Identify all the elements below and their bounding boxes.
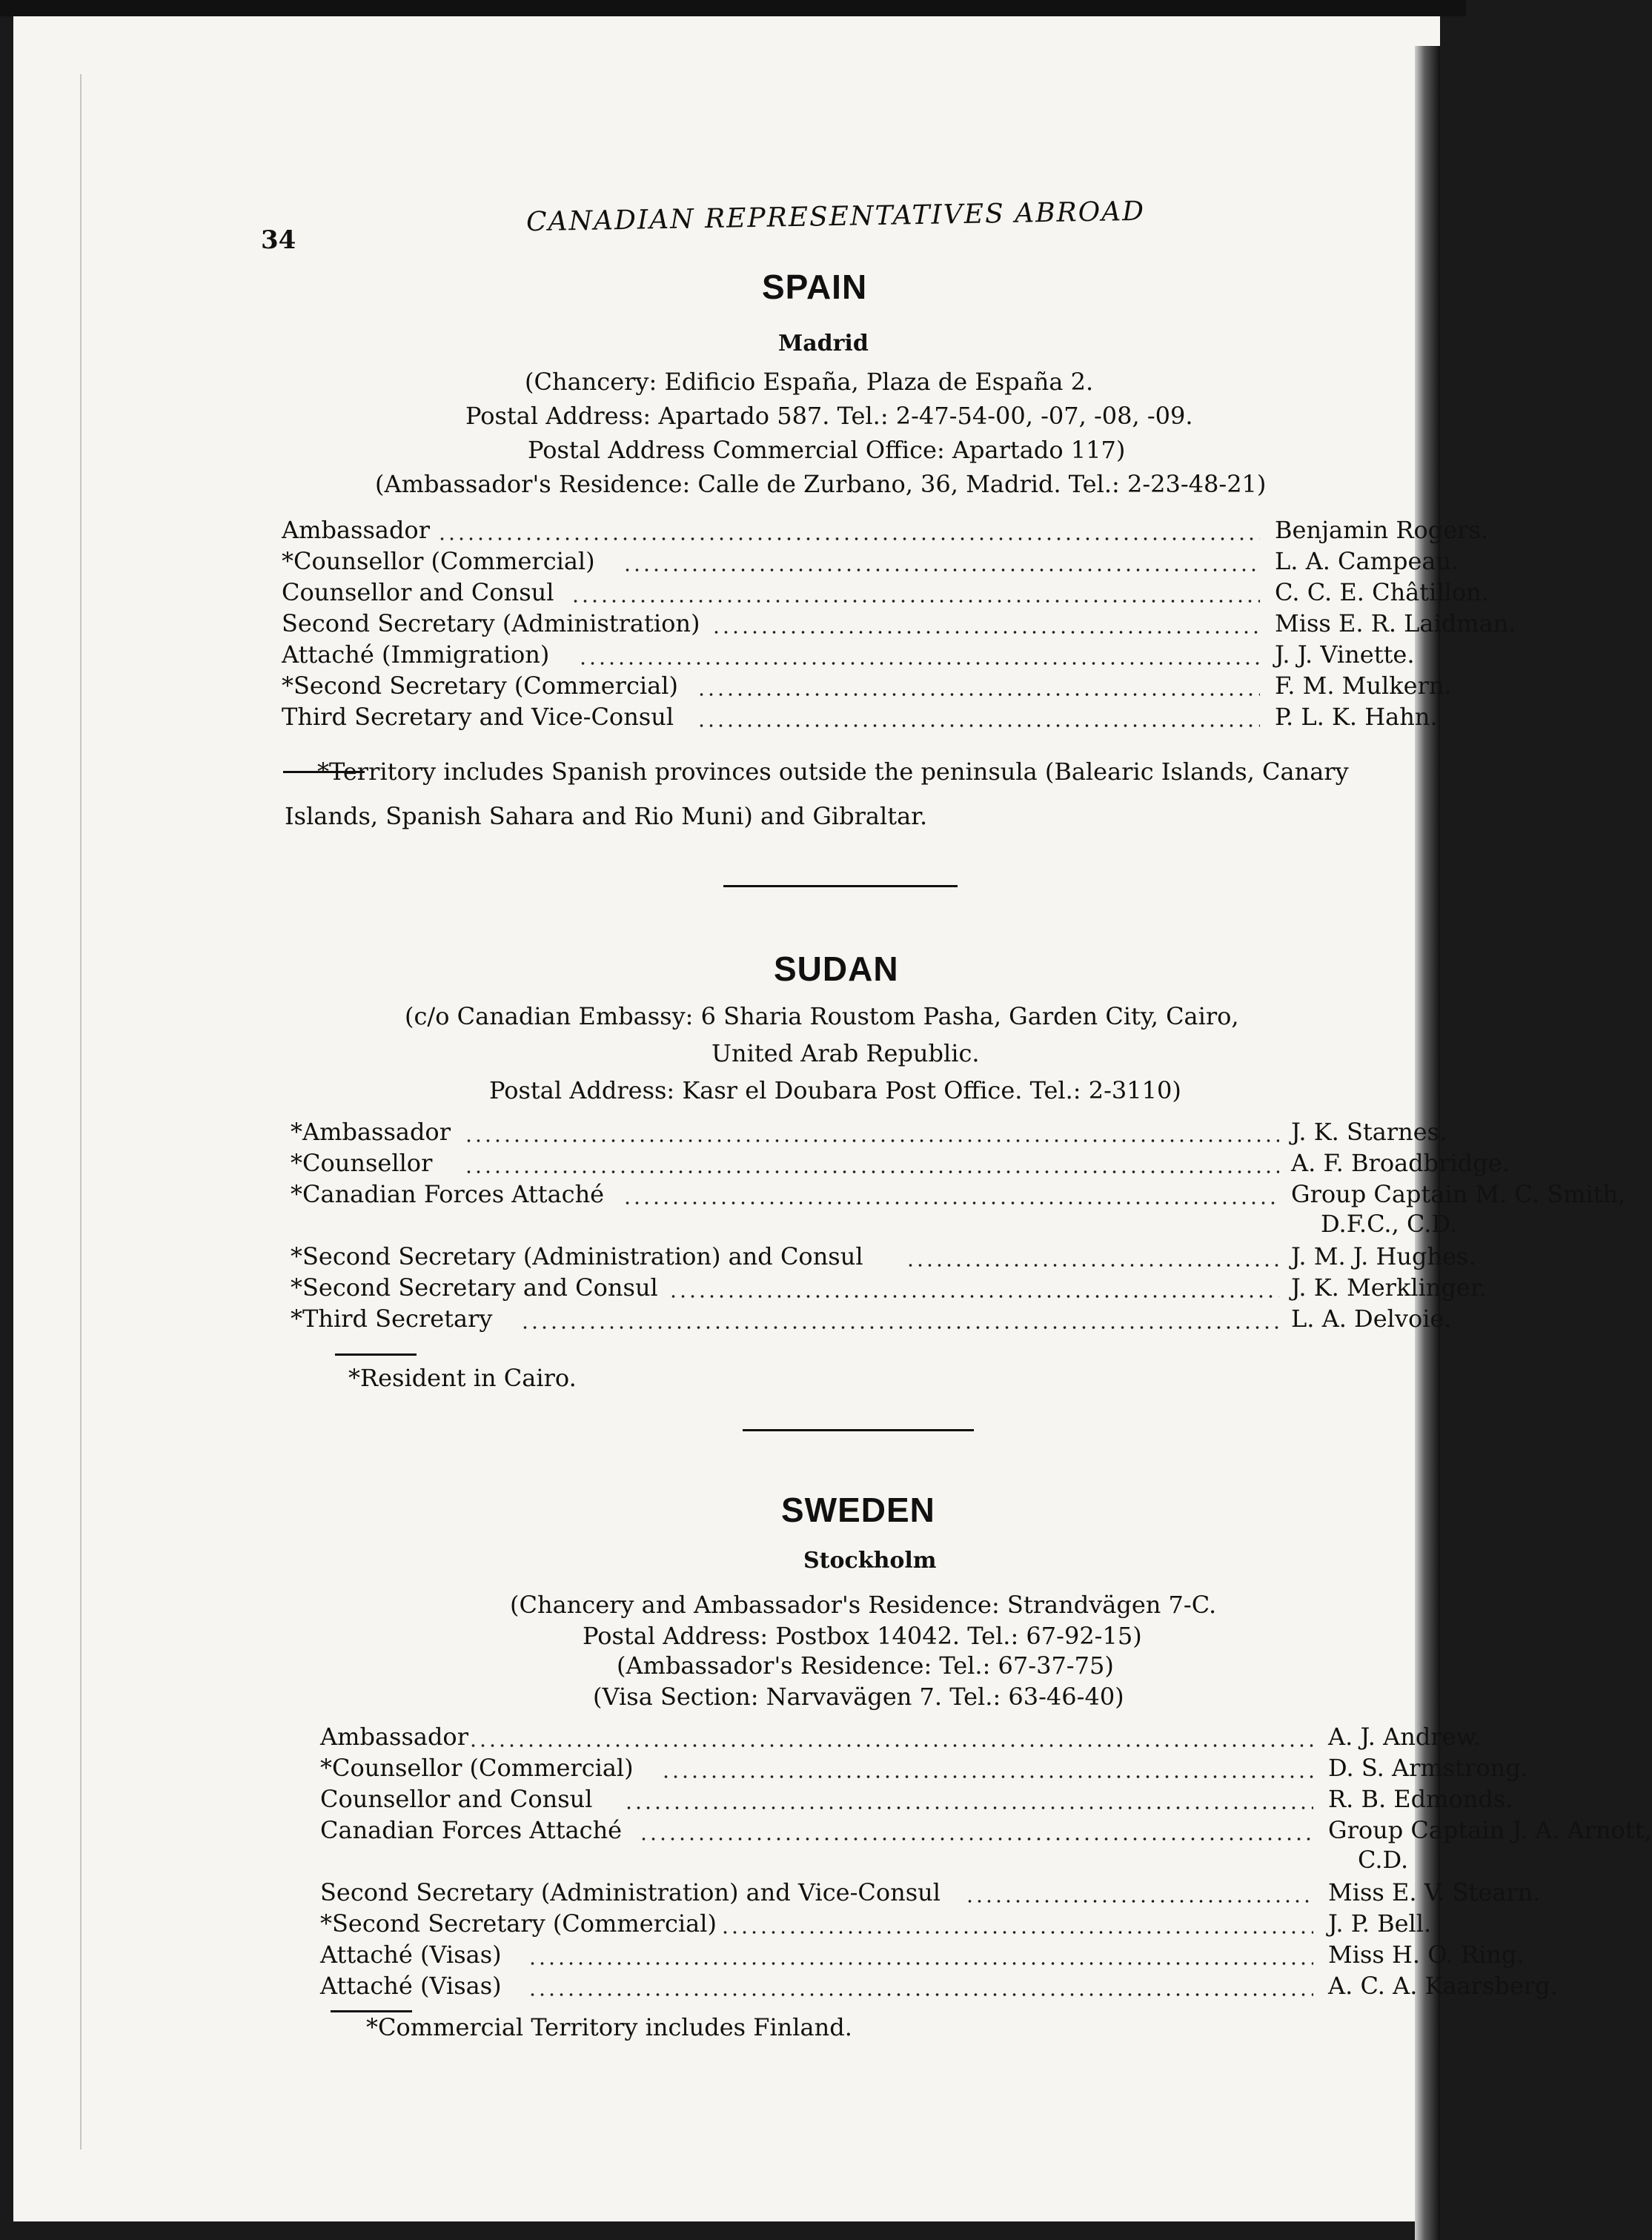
staff-row	[320, 1754, 1528, 1785]
section-divider	[723, 885, 958, 887]
staff-row	[320, 1972, 1558, 2003]
staff-name: Benjamin Rogers.	[1275, 516, 1489, 544]
staff-row	[291, 1180, 1626, 1242]
scan-top-edge	[0, 0, 1466, 16]
staff-row	[291, 1149, 1510, 1180]
staff-name: C. C. E. Châtillon.	[1275, 578, 1489, 606]
margin-artifact-line	[80, 74, 82, 2150]
staff-post: Counsellor and Consul	[320, 1785, 593, 1813]
staff-row	[320, 1941, 1525, 1972]
spain-footnote: *Territory includes Spanish provinces outside the peninsula (Balearic Islands, Canary	[317, 758, 1349, 786]
staff-name: L. A. Campeau.	[1275, 547, 1459, 575]
staff-post: Ambassador	[320, 1723, 468, 1751]
dot-leader	[639, 1816, 1313, 1846]
sweden-address-line: (Visa Section: Narvavägen 7. Tel.: 63-46-40)	[593, 1683, 1124, 1711]
dot-leader	[520, 1305, 1279, 1334]
spain-address-line: (Chancery: Edificio España, Plaza de España 2.	[525, 368, 1094, 396]
dot-leader	[697, 703, 1260, 732]
staff-name: P. L. K. Hahn.	[1275, 703, 1438, 731]
staff-row	[282, 672, 1452, 703]
sweden-address-line: (Chancery and Ambassador's Residence: Strandvägen 7-C.	[510, 1591, 1217, 1619]
spain-heading: SPAIN	[762, 268, 868, 306]
dot-leader	[437, 516, 1260, 546]
dot-leader	[669, 1273, 1279, 1303]
footnote-rule	[335, 1353, 417, 1356]
spain-city: Madrid	[778, 331, 869, 357]
staff-name: A. J. Andrew.	[1328, 1723, 1482, 1751]
dot-leader	[623, 1180, 1279, 1210]
staff-post: *Third Secretary	[291, 1305, 493, 1333]
staff-name: A. F. Broadbridge.	[1291, 1149, 1510, 1177]
staff-post: Second Secretary (Administration)	[282, 609, 700, 637]
spain-footnote: Islands, Spanish Sahara and Rio Muni) and Gibraltar.	[285, 802, 928, 830]
dot-leader	[468, 1723, 1313, 1752]
staff-post: *Counsellor	[291, 1149, 433, 1177]
dot-leader	[571, 578, 1260, 608]
staff-row	[282, 516, 1489, 547]
dot-leader	[528, 1972, 1313, 2001]
section-divider	[743, 1429, 974, 1431]
sweden-address-line: (Ambassador's Residence: Tel.: 67-37-75)	[617, 1651, 1114, 1680]
staff-post: Attaché (Immigration)	[282, 640, 550, 669]
staff-post: *Second Secretary (Commercial)	[282, 672, 678, 700]
staff-row	[291, 1242, 1476, 1273]
staff-post: *Second Secretary (Commercial)	[320, 1909, 717, 1938]
dot-leader	[528, 1941, 1313, 1970]
dot-leader	[624, 1785, 1313, 1815]
staff-row	[291, 1305, 1452, 1336]
staff-name: Miss E. R. Laidman.	[1275, 609, 1516, 637]
staff-row	[282, 640, 1415, 672]
dot-leader	[464, 1118, 1279, 1147]
staff-name: F. M. Mulkern.	[1275, 672, 1452, 700]
staff-row	[320, 1909, 1432, 1941]
staff-name: Miss E. V. Stearn.	[1328, 1878, 1541, 1906]
staff-row	[282, 578, 1489, 609]
staff-name: Group Captain M. C. Smith,	[1291, 1180, 1626, 1208]
sweden-address-line: Postal Address: Postbox 14042. Tel.: 67-92-15)	[583, 1622, 1142, 1650]
spain-staff-list	[282, 516, 1516, 734]
sweden-heading: SWEDEN	[781, 1491, 935, 1529]
staff-name: J. K. Merklinger.	[1291, 1273, 1487, 1302]
staff-post: *Ambassador	[291, 1118, 451, 1146]
footnote-rule	[331, 2010, 412, 2012]
staff-post: Canadian Forces Attaché	[320, 1816, 623, 1844]
staff-name: D. S. Armstrong.	[1328, 1754, 1528, 1782]
sudan-heading: SUDAN	[774, 950, 899, 988]
staff-name-continued: C.D.	[1358, 1846, 1409, 1874]
staff-row	[282, 547, 1459, 578]
staff-name: J. P. Bell.	[1328, 1909, 1432, 1938]
staff-row	[320, 1723, 1482, 1754]
sudan-footnote: *Resident in Cairo.	[348, 1364, 577, 1392]
sudan-address-line: (c/o Canadian Embassy: 6 Sharia Roustom Pasha, Garden City, Cairo,	[405, 1002, 1239, 1030]
sudan-staff-list	[291, 1118, 1626, 1336]
dot-leader	[623, 547, 1260, 577]
staff-row	[282, 609, 1516, 640]
staff-post: Counsellor and Consul	[282, 578, 554, 606]
staff-post: *Counsellor (Commercial)	[282, 547, 595, 575]
staff-row	[320, 1878, 1541, 1909]
dot-leader	[906, 1242, 1279, 1272]
dot-leader	[697, 672, 1260, 701]
sudan-address-line: United Arab Republic.	[711, 1039, 980, 1067]
sweden-footnote: *Commercial Territory includes Finland.	[366, 2013, 852, 2041]
staff-row	[291, 1118, 1447, 1149]
dot-leader	[661, 1754, 1313, 1783]
staff-row	[282, 703, 1438, 734]
staff-post: Second Secretary (Administration) and Vice-Consul	[320, 1878, 941, 1906]
staff-post: Third Secretary and Vice-Consul	[282, 703, 674, 731]
sweden-staff-list	[320, 1723, 1652, 2003]
staff-post: *Counsellor (Commercial)	[320, 1754, 634, 1782]
staff-row	[320, 1816, 1652, 1878]
spain-address-line: Postal Address: Apartado 587. Tel.: 2-47-54-00, -07, -08, -09.	[465, 402, 1193, 430]
staff-name: L. A. Delvoie.	[1291, 1305, 1452, 1333]
staff-row	[320, 1785, 1513, 1816]
staff-post: *Second Secretary and Consul	[291, 1273, 658, 1302]
dot-leader	[965, 1878, 1313, 1908]
dot-leader	[578, 640, 1260, 670]
staff-row	[291, 1273, 1487, 1305]
staff-post: *Second Secretary (Administration) and Consul	[291, 1242, 863, 1270]
staff-name: J. M. J. Hughes.	[1291, 1242, 1476, 1270]
page-number: 34	[261, 225, 296, 255]
sudan-address-line: Postal Address: Kasr el Doubara Post Office. Tel.: 2-3110)	[489, 1076, 1181, 1104]
staff-post: Attaché (Visas)	[320, 1941, 502, 1969]
dot-leader	[720, 1909, 1313, 1939]
staff-name-continued: D.F.C., C.D.	[1321, 1210, 1458, 1238]
dot-leader	[711, 609, 1260, 639]
staff-post: *Canadian Forces Attaché	[291, 1180, 605, 1208]
spain-address-line: (Ambassador's Residence: Calle de Zurbano, 36, Madrid. Tel.: 2-23-48-21)	[375, 470, 1267, 498]
staff-post: Ambassador	[282, 516, 430, 544]
staff-name: Miss H. O. Ring.	[1328, 1941, 1525, 1969]
staff-name: R. B. Edmonds.	[1328, 1785, 1513, 1813]
staff-name: Group Captain J. A. Arnott,	[1328, 1816, 1652, 1844]
sweden-city: Stockholm	[803, 1548, 937, 1574]
running-head: CANADIAN REPRESENTATIVES ABROAD	[525, 196, 1146, 238]
staff-name: A. C. A. Kaarsberg.	[1328, 1972, 1558, 2000]
staff-post: Attaché (Visas)	[320, 1972, 502, 2000]
spain-address-line: Postal Address Commercial Office: Apartado 117)	[528, 436, 1126, 464]
staff-name: J. J. Vinette.	[1275, 640, 1415, 669]
staff-name: J. K. Starnes.	[1291, 1118, 1447, 1146]
dot-leader	[464, 1149, 1279, 1179]
